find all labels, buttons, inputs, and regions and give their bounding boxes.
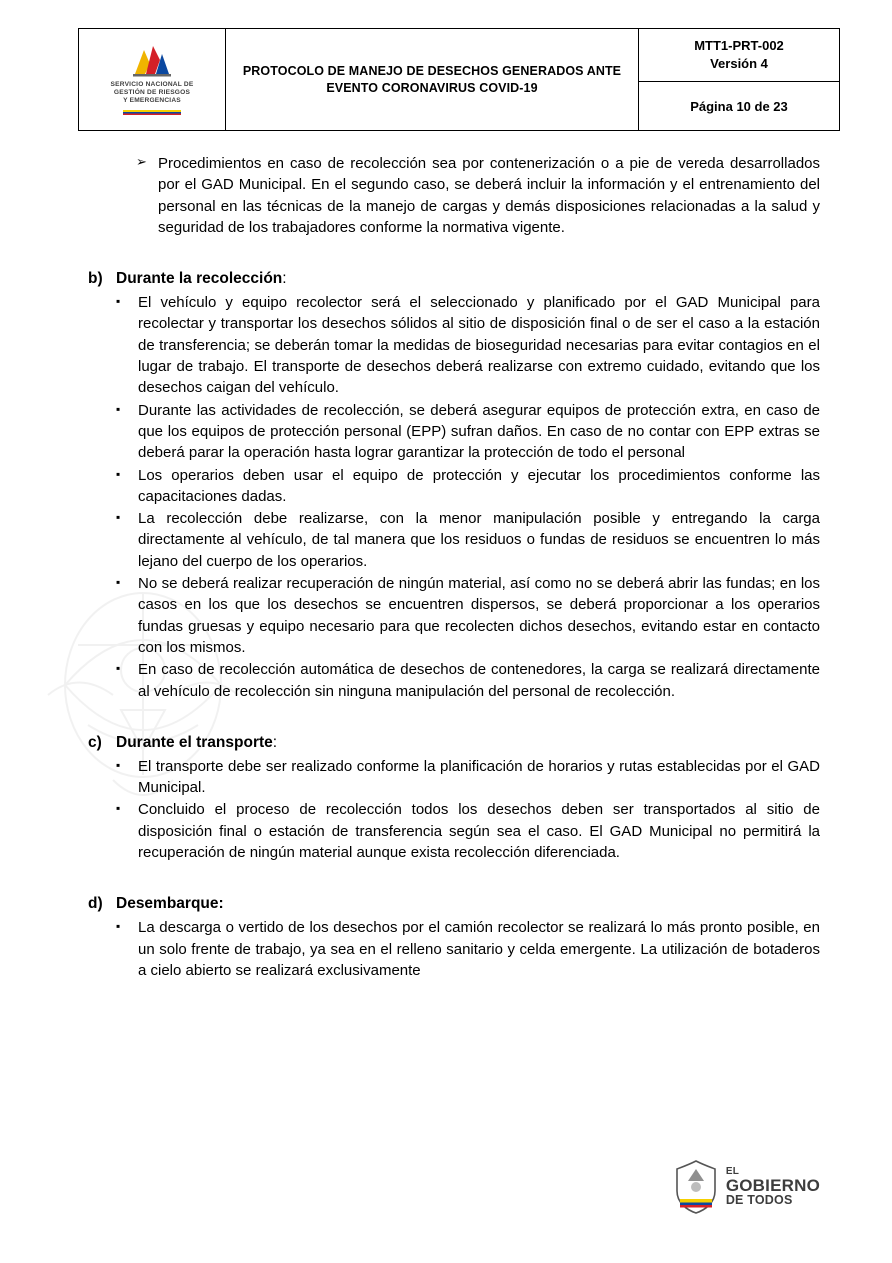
document-version: Versión 4 [710,56,768,71]
footer-line-1: EL [725,1166,740,1178]
list-item [116,917,820,981]
logo-org-line2: GESTIÓN DE RIESGOS [113,88,191,96]
section-heading-d [88,893,832,915]
list-item-text: La descarga o vertido de los desechos por el camión recolector se realizará lo más pronto posible, en un solo frente de trabajo, ya sea en el relleno sanitario y celda emergente. La utilización de botaderos a cielo abierto se realizará exclusivamente [138,919,820,979]
section-c-list [116,756,820,863]
square-bullet-icon: ▪ [116,575,121,590]
footer-line-3: DE TODOS [725,1193,793,1208]
section-title-suffix-b: : [282,270,287,288]
list-item [116,465,820,508]
list-item [116,799,820,863]
document-body [78,153,832,981]
header-logo-cell [79,29,226,131]
square-bullet-icon: ▪ [116,510,121,525]
section-title-d: Desembarque: [116,895,224,913]
square-bullet-icon: ▪ [116,919,121,934]
logo-tricolor-bar [123,110,181,115]
header-title-cell [226,29,639,131]
footer-line-2: GOBIERNO [725,1176,820,1196]
section-marker-c: c) [88,733,102,751]
intro-bullet-item [136,153,820,238]
list-item-text: En caso de recolección automática de desechos de contenedores, la carga se realizará directamente al vehículo de recolección sin ninguna manipulación del personal de recolección. [138,661,820,700]
square-bullet-icon: ▪ [116,801,121,816]
page-number: Página 10 de 23 [690,98,788,114]
list-item-text: Los operarios deben usar el equipo de protección y ejecutar los procedimientos conforme las capacitaciones dadas. [138,466,820,505]
list-item [116,292,820,398]
list-item-text: El vehículo y equipo recolector será el seleccionado y planificado por el GAD Municipal para recolectar y transportar los desechos sólidos al sitio de disposición final o de ser el caso a la estación de transferencia; se deberán tomar la medidas de bioseguridad necesarias para evitar contagios en el lugar de trabajo. El transporte de desechos deberá realizarse con extremo cuidado, evitando que los desechos caigan del vehículo. [138,294,820,397]
header-code-cell [639,29,840,82]
arrow-bullet-icon: ➢ [136,154,147,169]
section-marker-b: b) [88,270,103,288]
section-marker-d: d) [88,895,103,913]
section-title-suffix-c: : [272,733,278,751]
section-title-b: Durante la recolección [116,270,283,288]
square-bullet-icon: ▪ [116,757,121,772]
ecuador-shield-icon [673,1159,719,1215]
snrge-logo-icon [129,44,175,78]
logo-org-line1: SERVICIO NACIONAL DE [110,80,194,88]
document-code: MTT1-PRT-002 [694,38,784,54]
section-d-list [116,917,820,981]
list-item-text: La recolección debe realizarse, con la menor manipulación posible y entregando la carga directamente al vehículo, de tal manera que los residuos o fundas de residuos se encuentren lo más lejano del cuerpo de los operarios. [138,510,820,570]
logo-org-line3: Y EMERGENCIAS [123,97,181,105]
document-title: PROTOCOLO DE MANEJO DE DESECHOS GENERADOS ANTE EVENTO CORONAVIRUS COVID-19 [242,63,622,95]
section-b-list [116,292,820,702]
intro-bullet-text: Procedimientos en caso de recolección sea por contenerización o a pie de vereda desarrollados por el GAD Municipal. En el segundo caso, se deberá incluir la información y el entrenamiento del personal en las técnicas de la manejo de cargas y demás disposiciones relacionadas a la salud y seguridad de los trabajadores conforme la normativa vigente. [158,155,820,236]
header-page-cell [639,82,840,131]
document-header-table [78,28,840,131]
list-item-text: Durante las actividades de recolección, se deberá asegurar equipos de protección extra, en caso de que los equipos de protección personal (EPP) sufran daños. En caso de no contar con EPP extras se deberá parar la operación hasta lograr garantizar la protección de todo el personal [138,401,820,462]
section-heading-b [88,268,832,290]
square-bullet-icon: ▪ [116,294,121,309]
section-title-c: Durante el transporte [116,733,273,751]
list-item [116,659,820,702]
list-item [116,400,820,464]
section-heading-c [88,732,832,754]
square-bullet-icon: ▪ [116,661,121,676]
list-item-text: No se deberá realizar recuperación de ningún material, así como no se deberá abrir las fundas; en los casos en los que los desechos se encuentren dispersos, se deberá proporcionar a los operarios fundas gruesas y equipo necesario para que recolecten dichos desechos, evitando estar en contacto con los mismos. [138,575,820,656]
list-item-text: El transporte debe ser realizado conforme la planificación de horarios y rutas establecidas por el GAD Municipal. [138,757,820,797]
list-item [116,573,820,658]
list-item [116,508,820,572]
list-item [116,756,820,799]
footer-government-logo [673,1159,820,1215]
list-item-text: Concluido el proceso de recolección todos los desechos deben ser transportados al sitio de disposición final o estación de transferencia según sea el caso. El GAD Municipal no permitirá la recuperación de ningún material aunque exista recolección diferenciada. [138,801,820,862]
square-bullet-icon: ▪ [116,401,121,416]
square-bullet-icon: ▪ [116,466,121,481]
